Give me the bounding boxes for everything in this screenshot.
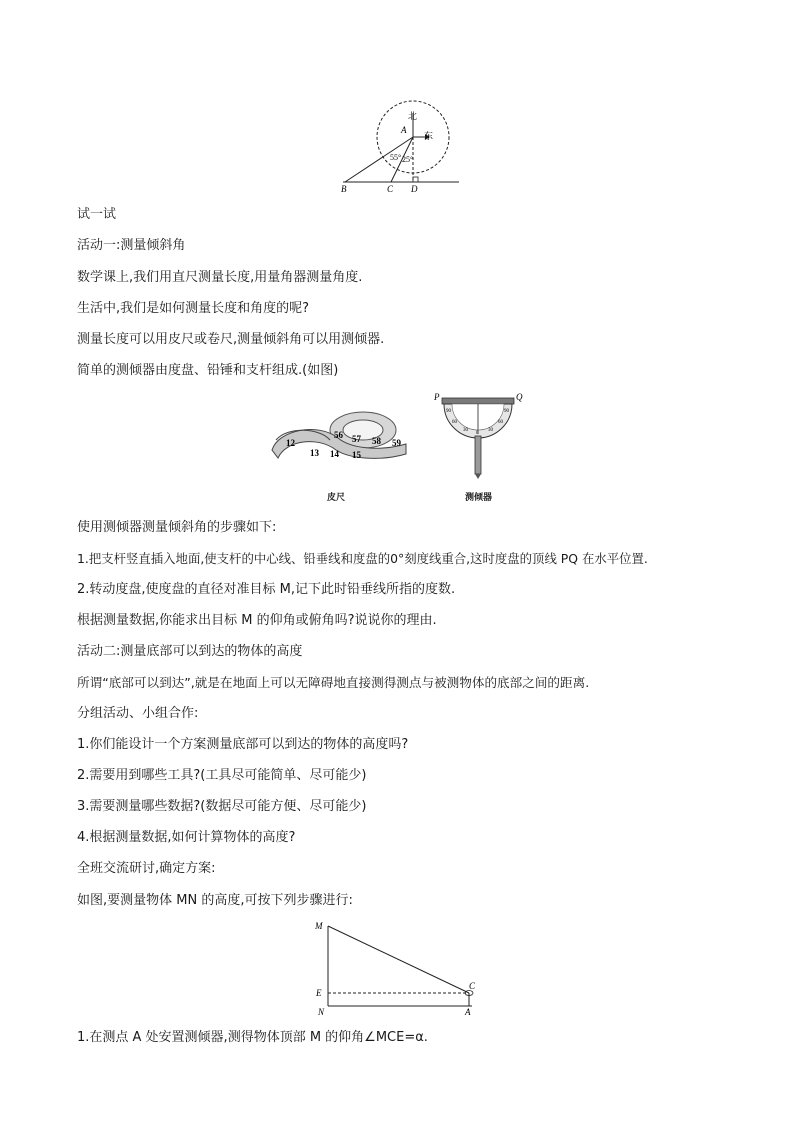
paragraph: 1.你们能设计一个方案测量底部可以到达的物体的高度吗? <box>77 737 409 752</box>
paragraph: 根据测量数据,你能求出目标 M 的仰角或俯角吗?说说你的理由. <box>77 613 437 628</box>
inclinometer-figure <box>430 390 530 480</box>
tape-number: 12 <box>286 438 295 448</box>
height-figure <box>312 918 487 1018</box>
dial-label: 60 <box>498 420 503 425</box>
tape-caption: 皮尺 <box>327 493 346 503</box>
tape-number: 13 <box>310 448 319 458</box>
paragraph: 4.根据测量数据,如何计算物体的高度? <box>77 830 296 845</box>
paragraph: 分组活动、小组合作: <box>77 706 199 721</box>
tape-number: 56 <box>334 430 343 440</box>
paragraph: 所谓“底部可以到达”,就是在地面上可以无障碍地直接测得测点与被测物体的底部之间的距离. <box>77 675 590 690</box>
dial-label: 0 <box>476 431 479 436</box>
activity-1-heading: 活动一:测量倾斜角 <box>77 238 186 253</box>
point-d-label: D <box>411 184 418 194</box>
point-c-label: C <box>387 184 394 194</box>
point-n-label: N <box>318 1007 325 1017</box>
point-e-label: E <box>316 988 322 998</box>
paragraph: 简单的测倾器由度盘、铅锤和支杆组成.(如图) <box>77 363 339 378</box>
east-label: 东 <box>424 131 434 141</box>
dial-label: 90 <box>504 409 509 414</box>
point-c-label: C <box>469 981 476 991</box>
paragraph: 如图,要测量物体 MN 的高度,可按下列步骤进行: <box>77 893 353 908</box>
dial-label: 30 <box>463 428 468 433</box>
paragraph: 1.把支杆竖直插入地面,使支杆的中心线、铅垂线和度盘的0°刻度线重合,这时度盘的顶线 PQ 在水平位置. <box>77 551 648 566</box>
tape-measure-figure <box>268 400 408 465</box>
tape-number: 14 <box>330 449 339 459</box>
paragraph: 全班交流研讨,确定方案: <box>77 861 216 876</box>
point-a-label: A <box>465 1007 471 1017</box>
inclinometer-caption: 测倾器 <box>465 493 493 503</box>
angle-55-label: 55° <box>390 153 402 162</box>
tape-number: 59 <box>392 438 401 448</box>
activity-2-heading: 活动二:测量底部可以到达的物体的高度 <box>77 644 303 659</box>
dial-label: 30 <box>488 428 493 433</box>
point-b-label: B <box>341 184 347 194</box>
point-a-label: A <box>401 125 407 135</box>
point-p-label: P <box>434 392 440 402</box>
compass-figure <box>335 95 465 195</box>
paragraph: 2.转动度盘,使度盘的直径对准目标 M,记下此时铅垂线所指的度数. <box>77 582 456 597</box>
point-q-label: Q <box>516 392 523 402</box>
tape-number: 15 <box>352 450 361 460</box>
paragraph: 3.需要测量哪些数据?(数据尽可能方便、尽可能少) <box>77 799 367 814</box>
paragraph: 使用测倾器测量倾斜角的步骤如下: <box>77 520 277 535</box>
tape-number: 58 <box>372 436 381 446</box>
north-label: 北 <box>408 111 418 121</box>
angle-25-label: 25° <box>402 155 414 164</box>
dial-label: 60 <box>452 420 457 425</box>
point-m-label: M <box>315 921 323 931</box>
tape-number: 57 <box>352 434 361 444</box>
paragraph: 测量长度可以用皮尺或卷尺,测量倾斜角可以用测倾器. <box>77 332 385 347</box>
paragraph: 1.在测点 A 处安置测倾器,测得物体顶部 M 的仰角∠MCE=α. <box>77 1030 428 1045</box>
section-try-heading: 试一试 <box>77 207 117 222</box>
paragraph: 生活中,我们是如何测量长度和角度的呢? <box>77 301 310 316</box>
paragraph: 2.需要用到哪些工具?(工具尽可能简单、尽可能少) <box>77 768 367 783</box>
dial-label: 90 <box>446 409 451 414</box>
paragraph: 数学课上,我们用直尺测量长度,用量角器测量角度. <box>77 270 363 285</box>
